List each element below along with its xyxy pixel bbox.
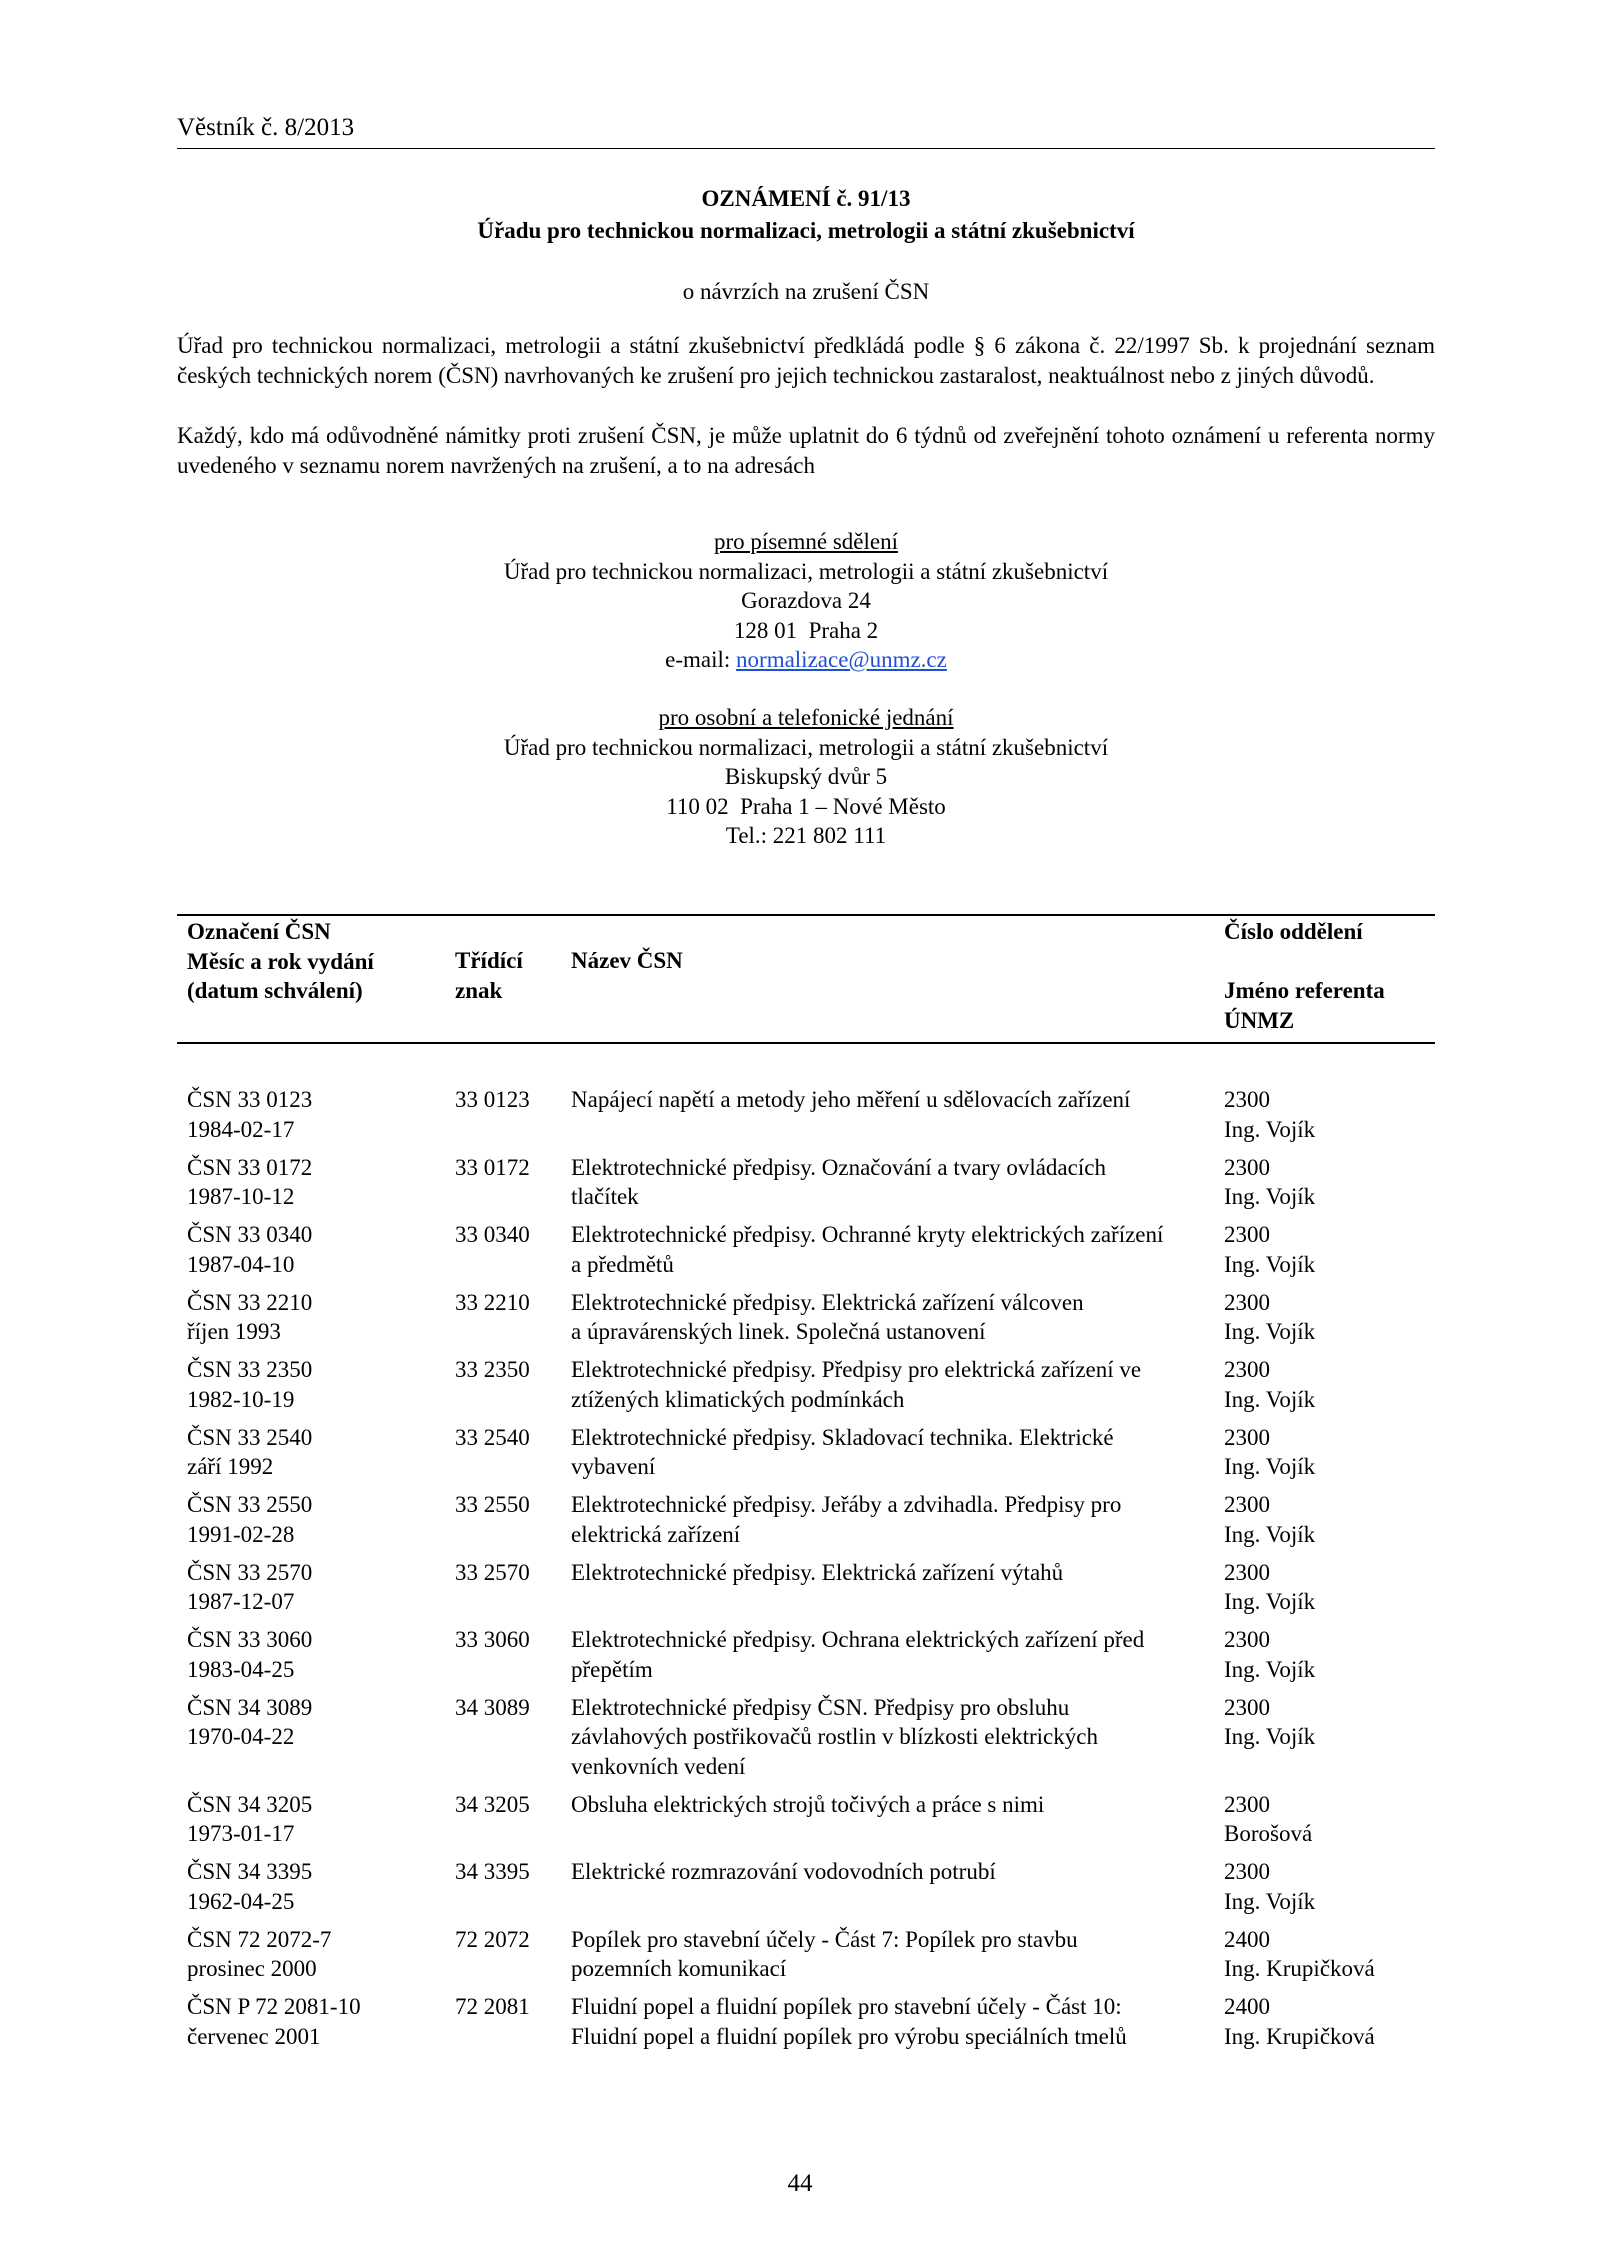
standard-code: ČSN 72 2072-7 xyxy=(187,1926,332,1952)
referent-cell xyxy=(1224,1925,1434,1984)
issue-date: září 1992 xyxy=(187,1454,274,1479)
table-row xyxy=(177,1153,1435,1221)
class-cell: 34 3395 xyxy=(455,1859,530,1884)
table-row xyxy=(177,1355,1435,1423)
designation-cell xyxy=(187,1423,447,1482)
written-address-email-line xyxy=(177,645,1435,675)
class-cell: 33 2570 xyxy=(455,1559,530,1585)
standard-name-line: Elektrotechnické předpisy. Předpisy pro elektrická zařízení ve xyxy=(571,1357,1142,1382)
page-number: 44 xyxy=(787,2170,813,2197)
class-cell: 33 3060 xyxy=(455,1627,530,1652)
standard-code: ČSN 34 3089 xyxy=(187,1694,313,1720)
class-cell: 33 0172 xyxy=(455,1154,530,1180)
standard-name-line: Elektrotechnické předpisy ČSN. Předpisy pro obsluhu xyxy=(571,1694,1070,1720)
referent-name: Ing. Vojík xyxy=(1224,1888,1316,1914)
standard-code: ČSN 33 2570 xyxy=(187,1559,313,1585)
written-address-org: Úřad pro technickou normalizaci, metrologii a státní zkušebnictví xyxy=(503,558,1109,584)
designation-cell xyxy=(187,1790,447,1849)
referent-name: Ing. Vojík xyxy=(1224,1184,1316,1209)
standard-name-line: tlačítek xyxy=(571,1184,639,1209)
department-number: 2300 xyxy=(1224,1627,1270,1652)
personal-address-heading: pro osobní a telefonické jednání xyxy=(658,705,954,730)
referent-cell xyxy=(1224,1558,1434,1617)
name-cell xyxy=(571,1355,1226,1414)
department-number: 2300 xyxy=(1224,1694,1270,1720)
referent-cell xyxy=(1224,1288,1434,1347)
name-cell xyxy=(571,1992,1226,2051)
standard-name-line: pozemních komunikací xyxy=(571,1956,787,1981)
intro-paragraph: Úřad pro technickou normalizaci, metrologii a státní zkušebnictví předkládá podle § 6 zákona č. 22/1997 Sb. k projednání seznam českých technických norem (ČSN) navrhovaných ke zrušení pro jejich technickou zastaralost, neaktuálnost nebo z jiných důvodů. xyxy=(177,333,1435,388)
referent-name: Ing. Vojík xyxy=(1224,1656,1316,1682)
name-cell xyxy=(571,1790,1226,1820)
notice-issuer: Úřadu pro technickou normalizaci, metrologii a státní zkušebnictví xyxy=(477,218,1135,243)
header-department: Číslo oddělení xyxy=(1224,919,1363,944)
referent-name: Ing. Vojík xyxy=(1224,1319,1316,1344)
standard-name-line: Elektrické rozmrazování vodovodních potrubí xyxy=(571,1859,996,1884)
standard-code: ČSN P 72 2081-10 xyxy=(187,1994,361,2019)
objection-paragraph: Každý, kdo má odůvodněné námitky proti zrušení ČSN, je může uplatnit do 6 týdnů od zveřejnění tohoto oznámení u referenta normy uvedeného v seznamu norem navržených na zrušení, a to na adresách xyxy=(177,423,1435,478)
header-referent xyxy=(1224,976,1434,1035)
designation-cell xyxy=(187,1693,447,1752)
referent-cell xyxy=(1224,1355,1434,1414)
header-name: Název ČSN xyxy=(571,948,683,973)
personal-address-phone: Tel.: 221 802 111 xyxy=(725,823,887,848)
standard-name-line: Elektrotechnické předpisy. Označování a tvary ovládacích xyxy=(571,1154,1106,1180)
table-row xyxy=(177,1857,1435,1925)
standard-name-line: Elektrotechnické předpisy. Elektrická zařízení výtahů xyxy=(571,1559,1064,1585)
standard-name-line: Obsluha elektrických strojů točivých a práce s nimi xyxy=(571,1791,1045,1817)
name-cell xyxy=(571,1625,1226,1684)
designation-cell xyxy=(187,1288,447,1347)
standard-name-line: vybavení xyxy=(571,1454,656,1479)
department-number: 2400 xyxy=(1224,1926,1270,1952)
designation-cell xyxy=(187,1085,447,1144)
referent-cell xyxy=(1224,1992,1434,2051)
department-number: 2300 xyxy=(1224,1154,1270,1180)
referent-name: Ing. Krupičková xyxy=(1224,2023,1375,2049)
referent-cell xyxy=(1224,1220,1434,1279)
standard-name-line: Elektrotechnické předpisy. Ochranné kryty elektrických zařízení xyxy=(571,1222,1164,1247)
standards-table xyxy=(177,914,1435,2060)
standard-code: ČSN 34 3395 xyxy=(187,1859,313,1884)
personal-address-org: Úřad pro technickou normalizaci, metrologii a státní zkušebnictví xyxy=(503,734,1109,760)
standard-name-line: Elektrotechnické předpisy. Ochrana elektrických zařízení před xyxy=(571,1627,1145,1652)
header-designation-line3: (datum schválení) xyxy=(187,978,363,1003)
header-referent-line1: Jméno referenta xyxy=(1224,978,1385,1003)
department-number: 2300 xyxy=(1224,1087,1270,1112)
standard-name-line: Elektrotechnické předpisy. Elektrická zařízení válcoven xyxy=(571,1289,1084,1315)
department-number: 2300 xyxy=(1224,1492,1270,1517)
designation-cell xyxy=(187,1925,447,1984)
email-link[interactable]: normalizace@unmz.cz xyxy=(736,647,947,672)
standard-name-line: Popílek pro stavební účely - Část 7: Popílek pro stavbu xyxy=(571,1926,1078,1952)
table-row xyxy=(177,1693,1435,1790)
referent-name: Ing. Vojík xyxy=(1224,1724,1316,1749)
referent-cell xyxy=(1224,1085,1434,1144)
issue-date: říjen 1993 xyxy=(187,1319,281,1344)
written-address-city: 128 01 Praha 2 xyxy=(733,617,879,643)
department-number: 2400 xyxy=(1224,1994,1270,2019)
table-row xyxy=(177,1790,1435,1858)
table-header xyxy=(177,914,1435,1044)
referent-name: Ing. Vojík xyxy=(1224,1251,1316,1277)
name-cell xyxy=(571,1288,1226,1347)
issue-date: 1987-12-07 xyxy=(187,1589,295,1614)
name-cell xyxy=(571,1490,1226,1549)
written-address-heading: pro písemné sdělení xyxy=(714,529,898,554)
name-cell xyxy=(571,1085,1226,1115)
standard-name-line: elektrická zařízení xyxy=(571,1521,741,1547)
standard-code: ČSN 33 0340 xyxy=(187,1222,313,1247)
designation-cell xyxy=(187,1153,447,1212)
referent-cell xyxy=(1224,1153,1434,1212)
table-row xyxy=(177,1490,1435,1558)
personal-address-street: Biskupský dvůr 5 xyxy=(724,764,888,789)
referent-name: Borošová xyxy=(1224,1821,1313,1846)
standard-code: ČSN 34 3205 xyxy=(187,1791,313,1817)
header-designation-line2: Měsíc a rok vydání xyxy=(187,948,374,974)
personal-address-city: 110 02 Praha 1 – Nové Město xyxy=(666,793,946,819)
notice-title: OZNÁMENÍ č. 91/13 xyxy=(701,186,911,211)
standard-name-line: Fluidní popel a fluidní popílek pro stavební účely - Část 10: xyxy=(571,1994,1122,2019)
table-row xyxy=(177,1220,1435,1288)
name-cell xyxy=(571,1220,1226,1279)
referent-cell xyxy=(1224,1693,1434,1752)
class-cell: 33 2210 xyxy=(455,1289,530,1315)
referent-name: Ing. Vojík xyxy=(1224,1116,1316,1142)
table-row xyxy=(177,1085,1435,1153)
class-cell: 34 3089 xyxy=(455,1694,530,1720)
class-cell: 33 2350 xyxy=(455,1357,530,1382)
issue-date: 1962-04-25 xyxy=(187,1888,295,1914)
referent-cell xyxy=(1224,1790,1434,1849)
standard-code: ČSN 33 2350 xyxy=(187,1357,313,1382)
standard-name-line: venkovních vedení xyxy=(571,1753,746,1779)
referent-cell xyxy=(1224,1423,1434,1482)
class-cell: 33 0123 xyxy=(455,1087,530,1112)
table-row xyxy=(177,1423,1435,1491)
issue-date: červenec 2001 xyxy=(187,2023,321,2049)
running-header: Věstník č. 8/2013 xyxy=(177,112,1435,149)
standard-name-line: Elektrotechnické předpisy. Skladovací technika. Elektrické xyxy=(571,1424,1114,1450)
standard-name-line: závlahových postřikovačů rostlin v blízkosti elektrických xyxy=(571,1724,1098,1749)
written-address-block xyxy=(177,527,1435,675)
designation-cell xyxy=(187,1490,447,1549)
standard-code: ČSN 33 0123 xyxy=(187,1087,313,1112)
table-row xyxy=(177,1925,1435,1993)
issue-date: 1987-10-12 xyxy=(187,1184,295,1209)
table-row xyxy=(177,1288,1435,1356)
issue-date: 1982-10-19 xyxy=(187,1386,295,1412)
name-cell xyxy=(571,1153,1226,1212)
referent-cell xyxy=(1224,1490,1434,1549)
referent-name: Ing. Vojík xyxy=(1224,1386,1316,1412)
table-row xyxy=(177,1558,1435,1626)
designation-cell xyxy=(187,1625,447,1684)
class-cell: 72 2072 xyxy=(455,1926,530,1952)
header-class-line1: Třídící xyxy=(455,948,523,973)
notice-subtitle: o návrzích na zrušení ČSN xyxy=(682,279,930,304)
referent-name: Ing. Krupičková xyxy=(1224,1956,1375,1981)
class-cell: 34 3205 xyxy=(455,1791,530,1817)
designation-cell xyxy=(187,1558,447,1617)
class-cell: 72 2081 xyxy=(455,1994,530,2019)
standard-name-line: Fluidní popel a fluidní popílek pro výrobu speciálních tmelů xyxy=(571,2023,1127,2049)
class-cell: 33 2540 xyxy=(455,1424,530,1450)
department-number: 2300 xyxy=(1224,1791,1270,1817)
table-body xyxy=(177,1085,1435,2060)
designation-cell xyxy=(187,1355,447,1414)
issue-date: 1983-04-25 xyxy=(187,1656,295,1682)
standard-code: ČSN 33 0172 xyxy=(187,1154,313,1180)
header-class xyxy=(455,946,545,1005)
referent-name: Ing. Vojík xyxy=(1224,1454,1316,1479)
standard-name-line: Napájecí napětí a metody jeho měření u sdělovacích zařízení xyxy=(571,1087,1131,1112)
department-number: 2300 xyxy=(1224,1424,1270,1450)
department-number: 2300 xyxy=(1224,1559,1270,1585)
designation-cell xyxy=(187,1857,447,1916)
issue-date: 1973-01-17 xyxy=(187,1821,295,1846)
header-referent-line2: ÚNMZ xyxy=(1224,1007,1295,1033)
issue-date: 1984-02-17 xyxy=(187,1116,295,1142)
department-number: 2300 xyxy=(1224,1859,1270,1884)
issue-date: 1991-02-28 xyxy=(187,1521,295,1547)
table-row xyxy=(177,1625,1435,1693)
standard-name-line: ztížených klimatických podmínkách xyxy=(571,1386,905,1412)
standard-code: ČSN 33 2550 xyxy=(187,1492,313,1517)
standard-name-line: přepětím xyxy=(571,1656,653,1682)
referent-name: Ing. Vojík xyxy=(1224,1521,1316,1547)
header-designation xyxy=(187,917,447,1006)
department-number: 2300 xyxy=(1224,1222,1270,1247)
department-number: 2300 xyxy=(1224,1289,1270,1315)
email-label: e-mail: xyxy=(665,647,737,672)
header-designation-line1: Označení ČSN xyxy=(187,919,331,944)
standard-name-line: Elektrotechnické předpisy. Jeřáby a zdvihadla. Předpisy pro xyxy=(571,1492,1122,1517)
referent-cell xyxy=(1224,1625,1434,1684)
written-address-street: Gorazdova 24 xyxy=(741,588,871,613)
name-cell xyxy=(571,1857,1226,1887)
notice-title-block xyxy=(177,183,1435,308)
name-cell xyxy=(571,1423,1226,1482)
standard-code: ČSN 33 2540 xyxy=(187,1424,313,1450)
designation-cell xyxy=(187,1220,447,1279)
referent-cell xyxy=(1224,1857,1434,1916)
standard-code: ČSN 33 3060 xyxy=(187,1627,313,1652)
issue-date: 1970-04-22 xyxy=(187,1724,295,1749)
department-number: 2300 xyxy=(1224,1357,1270,1382)
standard-code: ČSN 33 2210 xyxy=(187,1289,313,1315)
standard-name-line: a úpravárenských linek. Společná ustanovení xyxy=(571,1319,986,1344)
issue-date: 1987-04-10 xyxy=(187,1251,295,1277)
class-cell: 33 0340 xyxy=(455,1222,530,1247)
name-cell xyxy=(571,1558,1226,1588)
name-cell xyxy=(571,1925,1226,1984)
standard-name-line: a předmětů xyxy=(571,1251,674,1277)
class-cell: 33 2550 xyxy=(455,1492,530,1517)
header-class-line2: znak xyxy=(455,977,503,1003)
table-row xyxy=(177,1992,1435,2060)
designation-cell xyxy=(187,1992,447,2051)
personal-address-block xyxy=(177,703,1435,851)
referent-name: Ing. Vojík xyxy=(1224,1589,1316,1614)
name-cell xyxy=(571,1693,1226,1782)
issue-date: prosinec 2000 xyxy=(187,1956,317,1981)
